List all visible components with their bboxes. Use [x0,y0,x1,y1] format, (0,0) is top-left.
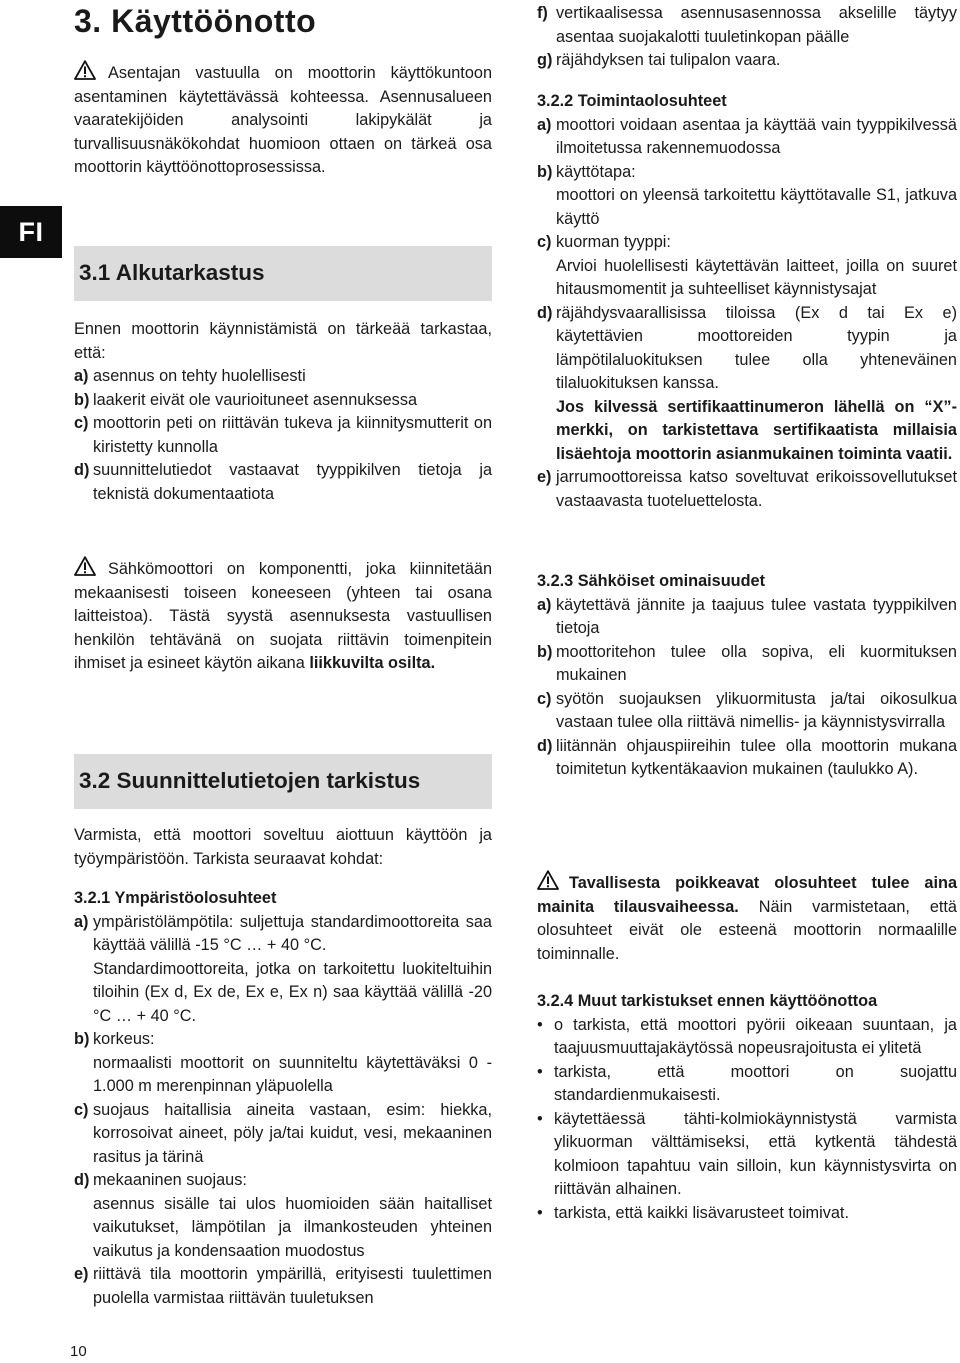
op-item-d: d) räjähdysvaarallisissa tiloissa (Ex d tai Ex e) käytettävien moottoreiden tyypin ja lämpötilaluokituksen tulee olla yhteneväinen tilaluokituksen kanssa. Jos kilvessä sertifikaattinumeron lähellä on “X”-merkki, on tarkistettava sertifikaatista millaisia lisäehtoja moottorin asianmukainen toiminta vaatii. [537,302,957,467]
elec-item-c: c) syötön suojauksen ylikuormitusta ja/tai oikosulkua vastaan tulee olla riittävä nimellis- ja käynnistysvirralla [537,689,957,731]
warning-icon [74,60,96,80]
intro-paragraph [74,60,492,180]
section-3-1-body [74,318,492,506]
section-3-1-lead: Ennen moottorin käynnistämistä on tärkeää tarkastaa, että: [74,320,492,362]
section-3-2-4-heading: 3.2.4 Muut tarkistukset ennen käyttöönottoa [537,992,878,1010]
section-3-2-3-heading: 3.2.3 Sähköiset ominaisuudet [537,572,766,590]
certificate-x-note: Jos kilvessä sertifikaattinumeron lähellä on “X”-merkki, on tarkistettava sertifikaatista millaisia lisäehtoja moottorin asianmukainen toiminta vaatii. [556,397,957,463]
section-3-2-3 [537,570,957,782]
section-3-1-header [74,246,492,301]
section-3-2-header [74,754,492,809]
env-item-d: d) mekaaninen suojaus: asennus sisälle tai ulos huomioiden sään haitalliset vaikutukset, lämpötilan ja ilmankosteuden yhteinen vaikutus ja kondensaation muodostus [74,1171,492,1260]
env-item-b: b) korkeus: normaalisti moottorit on suunniteltu käytettäväksi 0 - 1.000 m merenpinnan yläpuolella [74,1030,492,1095]
env-item-g: g) räjähdyksen tai tulipalon vaara. [537,51,781,69]
warning-icon [74,556,96,576]
env-item-a: a) ympäristölämpötila: suljettuja standardimoottoreita saa käyttää välillä -15 °C … + 40 °C. Standardimoottoreita, jotka on tarkoitettu luokiteltuihin tiloihin (Ex d, Ex de, Ex e, Ex n) saa käyttää välillä -20 °C … + 40 °C. [74,912,492,1025]
section-3-2-1-heading: 3.2.1 Ympäristöolosuhteet [74,889,277,907]
section-3-2-lead: Varmista, että moottori soveltuu aiottuun käyttöön ja työympäristöön. Tarkista seuraavat kohdat: [74,826,492,868]
bullet-item: • o tarkista, että moottori pyörii oikeaan suuntaan, ja taajuusmuuttajakäytössä nopeusrajoitusta ei ylitetä [537,1015,957,1057]
env-item-c: c) suojaus haitallisia aineita vastaan, esim: hiekka, korrosoivat aineet, pöly ja/tai kuidut, vesi, mekaaninen rasitus ja tärinä [74,1100,492,1166]
op-item-a: a) moottori voidaan asentaa ja käyttää vain tyyppikilvessä ilmoitetussa rakennemuodossa [537,115,957,157]
check-item-d: d) suunnittelutiedot vastaavat tyyppikilven tietoja ja teknistä dokumentaatiota [74,461,492,503]
op-item-e: e) jarrumoottoreissa katso soveltuvat erikoissovellutukset vastaavasta tuoteluettelosta. [537,468,957,510]
section-3-2-2-heading: 3.2.2 Toimintaolosuhteet [537,92,727,110]
section-3-1-warning: Sähkömoottori on komponentti, joka kiinnitetään mekaanisesti toiseen koneeseen (yhteen tai osana laitteistoa). Tästä syystä asennuksesta vastuullisen henkilön tehtävänä on suojata riittävin toimenpitein ihmiset ja esineet käytön aikana liikkuvilta osilta. [74,556,492,676]
elec-item-d: d) liitännän ohjauspiireihin tulee olla moottorin mukana toimitetun kytkentäkaavion mukainen (taulukko A). [537,736,957,778]
env-item-e: e) riittävä tila moottorin ympärillä, erityisesti tuulettimen puolella varmistaa riittävän tuuletuksen [74,1265,492,1307]
chapter-title: 3. Käyttöönotto [74,3,317,39]
intro-text: Asentajan vastuulla on moottorin käyttökuntoon asentaminen käytettävässä kohteessa. Asennusalueen vaaratekijöiden analysointi lakipykälät ja turvallisuusnäkökohdat huomioon ottaen on tärkeä osa moottorin käyttöönottoprosessissa. [74,64,492,176]
language-tab: FI [0,206,62,258]
check-item-a: a) asennus on tehty huolellisesti [74,367,306,385]
bullet-item: • tarkista, että kaikki lisävarusteet toimivat. [537,1203,849,1222]
elec-item-b: b) moottoritehon tulee olla sopiva, eli kuormituksen mukainen [537,642,957,684]
warning-icon [537,870,559,890]
section-3-2-2 [537,90,957,513]
section-3-2-4 [537,990,957,1225]
elec-item-a: a) käytettävä jännite ja taajuus tulee vastata tyyppikilven tietoja [537,595,957,637]
section-3-2-body [74,824,492,1310]
continued-items [537,2,957,73]
bullet-item: • käytettäessä tähti-kolmiokäynnistystä varmista ylikuorman välttämiseksi, että kytkentä tähdestä kolmioon tapahtuu vain silloin, kun käynnistysvirta on riittävän alhainen. [537,1109,957,1198]
check-item-b: b) laakerit eivät ole vaurioituneet asennuksessa [74,390,418,409]
section-3-1-heading: 3.1 Alkutarkastus [79,260,265,285]
check-item-c: c) moottorin peti on riittävän tukeva ja kiinnitysmutterit on kiristetty kunnolla [74,414,492,456]
page-number: 10 [70,1343,87,1360]
env-item-f: f) vertikaalisessa asennusasennossa akselille täytyy asentaa suojakalotti tuuletinkopan päälle [537,4,957,46]
bullet-item: • tarkista, että moottori on suojattu standardienmukaisesti. [537,1062,957,1104]
op-item-c: c) kuorman tyyppi: Arvioi huolellisesti käytettävän laitteet, joilla on suuret hitausmomentit ja suhteelliset käynnistysajat [537,233,957,298]
op-item-b: b) käyttötapa: moottori on yleensä tarkoitettu käyttötavalle S1, jatkuva käyttö [537,162,957,228]
section-3-2-heading: 3.2 Suunnittelutietojen tarkistus [79,768,421,793]
section-3-2-3-warning: Tavallisesta poikkeavat olosuhteet tulee aina mainita tilausvaiheessa. Näin varmistetaan, että olosuhteet eivät ole esteenä moottorin normaalille toiminnalle. [537,870,957,966]
